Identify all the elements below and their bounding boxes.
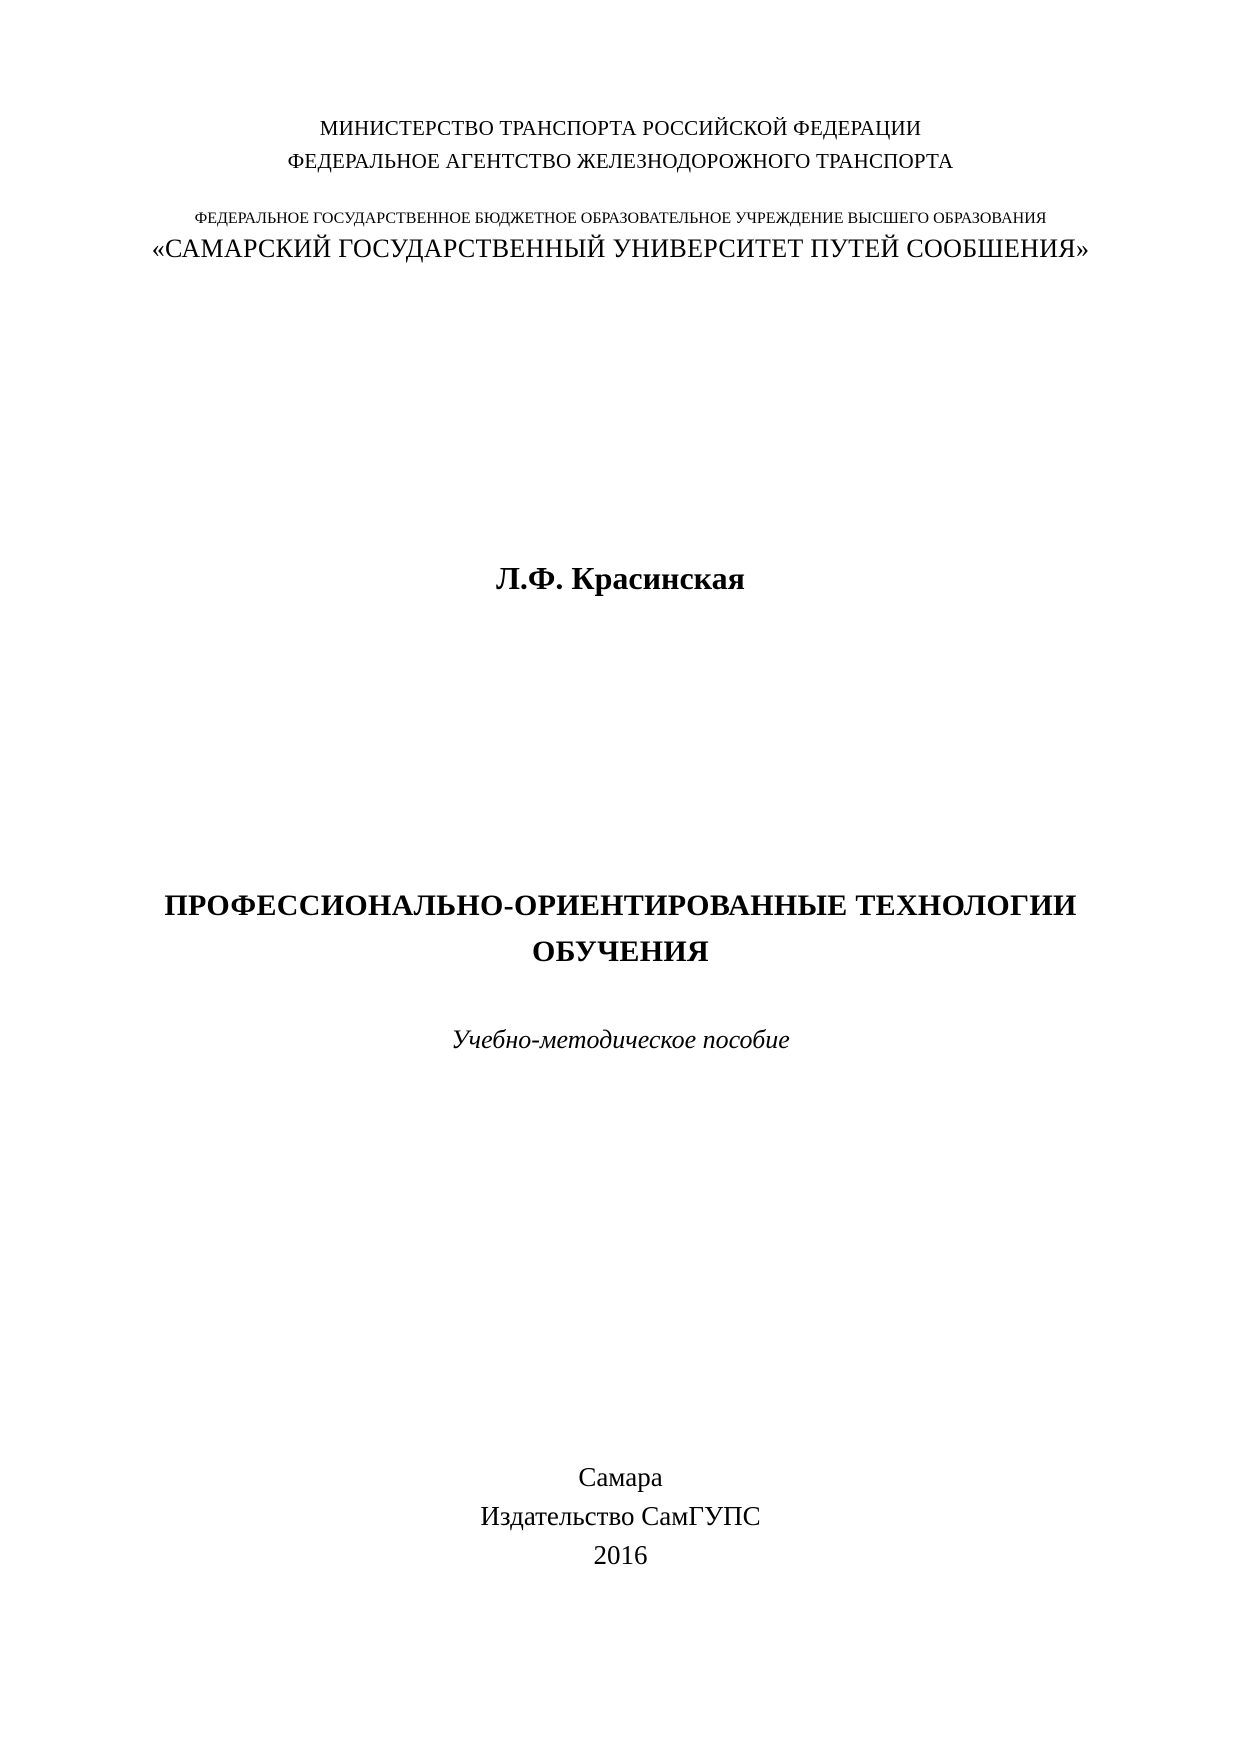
agency-line: ФЕДЕРАЛЬНОЕ АГЕНТСТВО ЖЕЛЕЗНОДОРОЖНОГО ТРАНСПОРТА [287,149,954,173]
book-title-line-2: ОБУЧЕНИЯ [532,935,709,968]
author-name: Л.Ф. Красинская [496,560,745,596]
book-subtitle: Учебно-методическое пособие [451,1025,790,1054]
book-title-line-1: ПРОФЕССИОНАЛЬНО-ОРИЕНТИРОВАННЫЕ ТЕХНОЛОГИИ [164,889,1077,922]
university-name: «САМАРСКИЙ ГОСУДАРСТВЕННЫЙ УНИВЕРСИТЕТ ПУТЕЙ СООБШЕНИЯ» [151,234,1090,263]
imprint-city: Самара [578,1462,663,1492]
imprint-year: 2016 [593,1540,648,1570]
imprint-publisher: Издательство СамГУПС [480,1501,761,1531]
ministry-line: МИНИСТЕРСТВО ТРАНСПОРТА РОССИЙСКОЙ ФЕДЕРАЦИИ [319,116,922,140]
institution-type-line: ФЕДЕРАЛЬНОЕ ГОСУДАРСТВЕННОЕ БЮДЖЕТНОЕ ОБРАЗОВАТЕЛЬНОЕ УЧРЕЖДЕНИЕ ВЫСШЕГО ОБРАЗОВАНИЯ [194,210,1047,227]
